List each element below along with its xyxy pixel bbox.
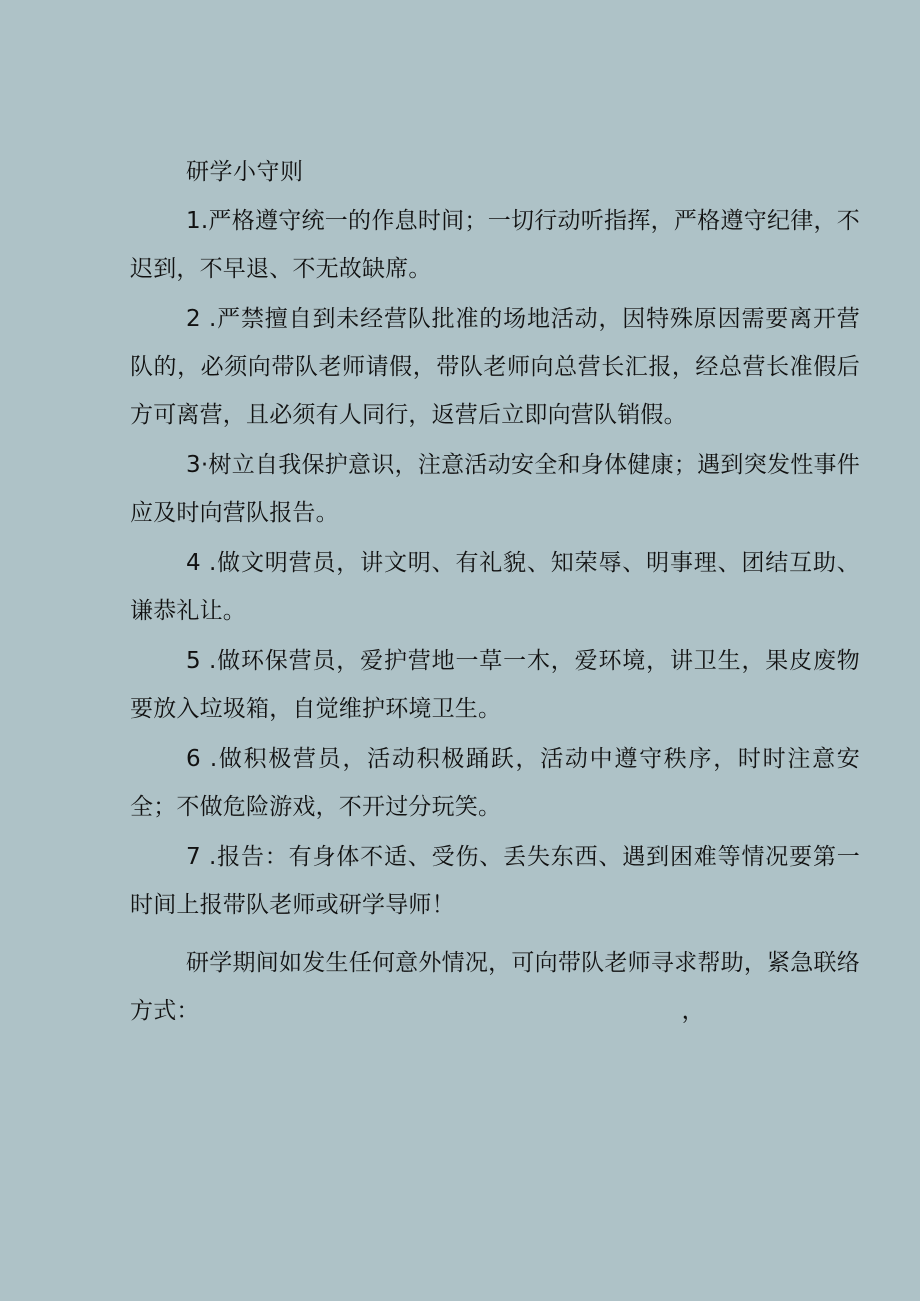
rule-5: 5 .做环保营员，爱护营地一草一木，爱环境，讲卫生，果皮废物要放入垃圾箱，自觉维护环境卫生。 [130, 648, 860, 722]
rule-1: 1.严格遵守统一的作息时间；一切行动听指挥，严格遵守纪律，不迟到，不早退、不无故缺席。 [130, 208, 860, 282]
contact-end: ， [681, 998, 705, 1024]
rule-6: 6 .做积极营员，活动积极踊跃，活动中遵守秩序，时时注意安全；不做危险游戏，不开过分玩笑。 [130, 746, 860, 820]
contact-blank [200, 1017, 682, 1018]
rule-3: 3·树立自我保护意识，注意活动安全和身体健康；遇到突发性事件应及时向营队报告。 [130, 452, 860, 526]
rule-2: 2 .严禁擅自到未经营队批准的场地活动，因特殊原因需要离开营队的，必须向带队老师请假，带队老师向总营长汇报，经总营长准假后方可离营，且必须有人同行，返营后立即向营队销假。 [130, 306, 860, 428]
emergency-contact-note [130, 939, 860, 1035]
emergency-contact-text: 研学期间如发生任何意外情况，可向带队老师寻求帮助，紧急联络方式： [130, 950, 860, 1024]
document-page [130, 155, 860, 1035]
document-title: 研学小守则 [186, 159, 304, 185]
rule-4: 4 .做文明营员，讲文明、有礼貌、知荣辱、明事理、团结互助、谦恭礼让。 [130, 550, 860, 624]
rule-7: 7 .报告：有身体不适、受伤、丢失东西、遇到困难等情况要第一时间上报带队老师或研学导师！ [130, 844, 860, 918]
